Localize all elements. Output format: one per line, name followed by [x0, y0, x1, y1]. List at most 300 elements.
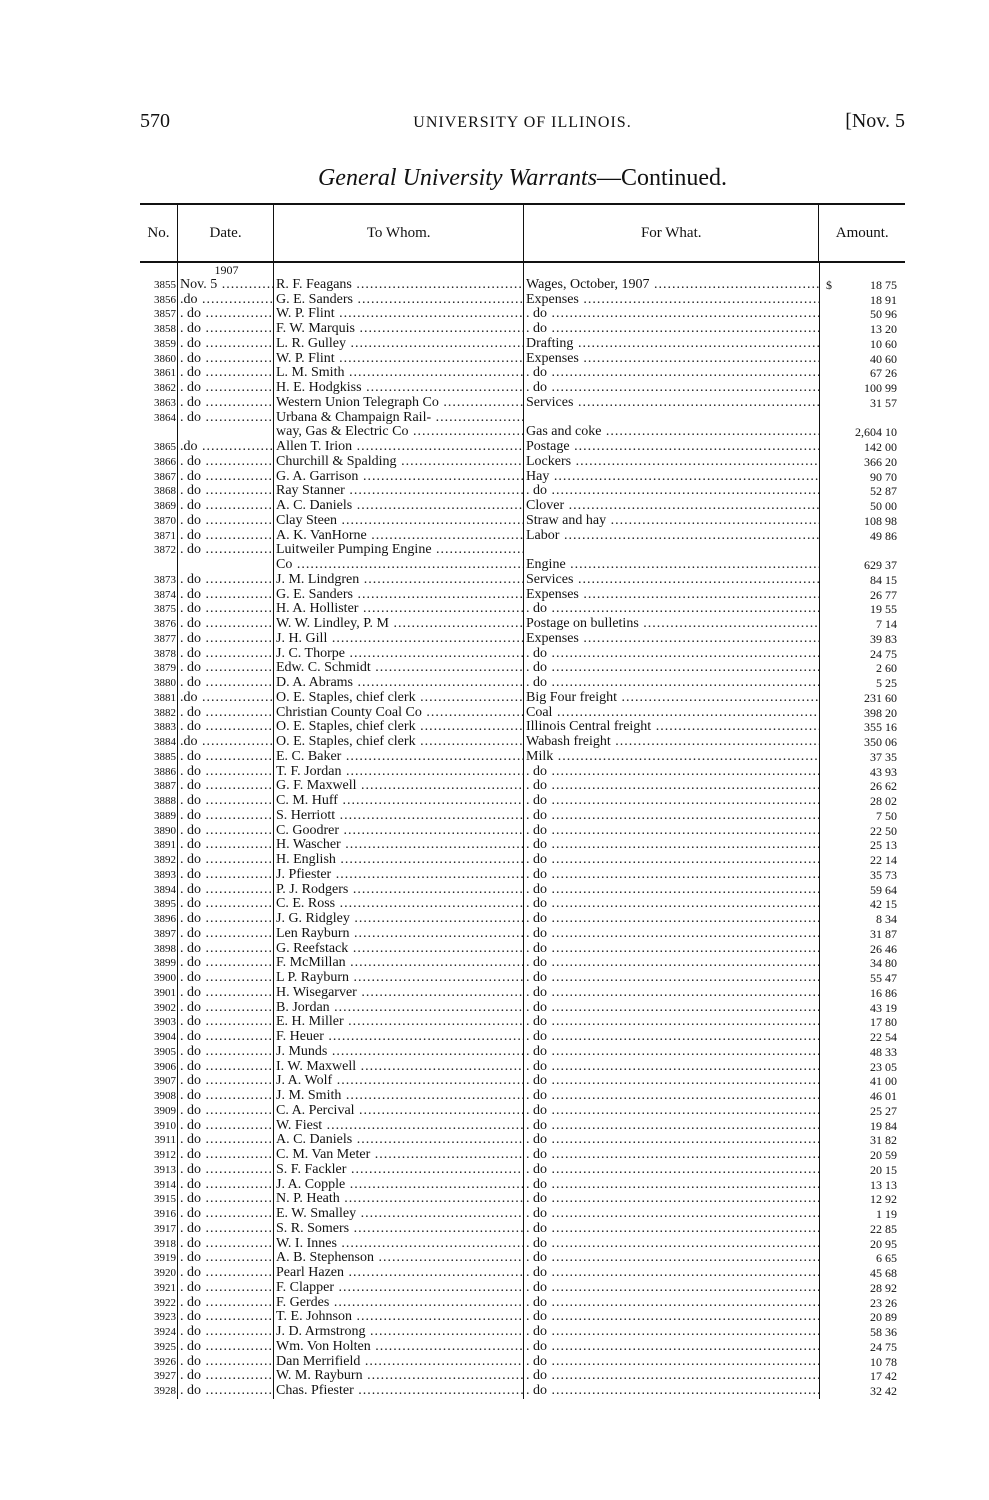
column-header-no: No.: [147, 224, 170, 241]
warrant-date-text: . do .....: [180, 765, 273, 779]
payee-text: C. Goodrer .....: [276, 824, 523, 838]
table-cell-payee: [273, 1207, 523, 1222]
table-cell-purpose: [523, 750, 819, 765]
warrant-number-text: 3890: [154, 824, 176, 837]
table-cell-amount: [819, 912, 905, 927]
payee-text: Urbana & Champaign Rail- .....: [276, 411, 523, 425]
payee-text: S. Herriott .....: [276, 809, 523, 823]
purpose-text: . do .....: [526, 1384, 819, 1398]
purpose-text: . do .....: [526, 1104, 819, 1118]
table-cell-purpose: [523, 1163, 819, 1178]
table-cell-payee: [273, 824, 523, 839]
warrant-number-text: 3907: [154, 1075, 176, 1088]
table-cell-warrant-date: [177, 735, 273, 750]
table-cell-warrant-number: [140, 440, 177, 455]
purpose-text: . do .....: [526, 1296, 819, 1310]
table-cell-warrant-number: [140, 337, 177, 352]
table-cell-purpose: [523, 381, 819, 396]
warrant-number-text: 3881: [154, 691, 176, 704]
warrant-number-text: 3871: [154, 529, 176, 542]
amount-text: 6 65: [876, 1251, 897, 1266]
table-cell-warrant-number: [140, 1222, 177, 1237]
table-cell-payee: [273, 484, 523, 499]
table-cell-payee: [273, 868, 523, 883]
table-cell-payee: [273, 912, 523, 927]
table-cell-warrant-date: [177, 1015, 273, 1030]
table-cell-warrant-number: [140, 853, 177, 868]
purpose-text: . do .....: [526, 1074, 819, 1088]
payee-text: L. R. Gulley .....: [276, 337, 523, 351]
section-title-suffix: —Continued.: [597, 165, 728, 191]
table-cell-purpose: [523, 986, 819, 1001]
purpose-text: . do .....: [526, 971, 819, 985]
table-cell-purpose: [523, 1266, 819, 1281]
payee-text: Chas. Pfiester .....: [276, 1384, 523, 1398]
amount-text: 32 42: [870, 1384, 897, 1398]
amount-text: 31 57: [870, 395, 897, 410]
purpose-text: . do .....: [526, 809, 819, 823]
table-cell-warrant-number: [140, 1001, 177, 1016]
payee-text: W. M. Rayburn .....: [276, 1369, 523, 1383]
table-cell-payee: [273, 1045, 523, 1060]
table-cell-purpose: [523, 1310, 819, 1325]
table-cell-warrant-date: [177, 986, 273, 1001]
table-cell-payee: [273, 706, 523, 721]
table-cell-amount: [819, 897, 905, 912]
table-cell-payee: [273, 1133, 523, 1148]
table-cell-purpose: [523, 1030, 819, 1045]
payee-text: W. Fiest .....: [276, 1119, 523, 1133]
table-cell-warrant-date: [177, 853, 273, 868]
table-cell-amount: [819, 293, 905, 308]
warrant-number-text: 3874: [154, 588, 176, 601]
table-cell-warrant-date: [177, 1133, 273, 1148]
table-cell-amount: [819, 1089, 905, 1104]
table-cell-warrant-date: [177, 396, 273, 411]
table-cell-warrant-number: [140, 322, 177, 337]
payee-text: O. E. Staples, chief clerk .....: [276, 735, 523, 749]
amount-text: 31 87: [870, 926, 897, 941]
table-cell-warrant-number: [140, 514, 177, 529]
payee-text: P. J. Rodgers .....: [276, 883, 523, 897]
table-cell-purpose: [523, 765, 819, 780]
warrant-number-text: 3921: [154, 1281, 176, 1294]
table-cell-amount: [819, 661, 905, 676]
table-cell-payee: [273, 1001, 523, 1016]
amount-text: 90 70: [870, 469, 897, 484]
purpose-text: . do .....: [526, 676, 819, 690]
purpose-text: . do .....: [526, 647, 819, 661]
amount-text: 17 80: [870, 1015, 897, 1030]
amount-text: 1 19: [876, 1207, 897, 1221]
purpose-text: . do .....: [526, 1207, 819, 1221]
table-cell-warrant-number: [140, 1325, 177, 1340]
table-cell-warrant-number: [140, 1296, 177, 1311]
table-cell-warrant-number: [140, 1281, 177, 1296]
amount-text: 16 86: [870, 985, 897, 1000]
table-cell-purpose: [523, 366, 819, 381]
table-cell-payee: [273, 661, 523, 676]
purpose-text: . do .....: [526, 602, 819, 616]
payee-text: O. E. Staples, chief clerk .....: [276, 720, 523, 734]
payee-text: Luitweiler Pumping Engine .....: [276, 543, 523, 557]
warrant-number-text: 3893: [154, 868, 176, 881]
table-cell-warrant-date: [177, 1207, 273, 1222]
warrant-number-text: 3922: [154, 1296, 176, 1309]
column-header-date: Date.: [177, 205, 274, 261]
payee-text: Co .....: [276, 558, 523, 572]
warrant-number-text: 3910: [154, 1119, 176, 1132]
table-cell-amount: [819, 1192, 905, 1207]
table-cell-purpose: [523, 484, 819, 499]
payee-text: H. English .....: [276, 853, 523, 867]
amount-text: 355 16: [864, 720, 897, 735]
amount-text: 13 13: [870, 1177, 897, 1192]
table-cell-purpose: [523, 1119, 819, 1134]
table-cell-purpose: [523, 735, 819, 750]
warrant-date-text: . do .....: [180, 1237, 273, 1251]
table-cell-payee: [273, 293, 523, 308]
payee-text: G. E. Sanders .....: [276, 588, 523, 602]
warrant-number-text: 3872: [154, 544, 176, 557]
table-cell-payee: [273, 278, 523, 293]
payee-text: D. A. Abrams .....: [276, 676, 523, 690]
table-cell-warrant-number: [140, 794, 177, 809]
table-cell-warrant-number: [140, 411, 177, 426]
payee-text: Pearl Hazen .....: [276, 1266, 523, 1280]
table-cell-warrant-number: [140, 765, 177, 780]
page-number: 570: [140, 110, 170, 132]
warrant-number-text: 3889: [154, 809, 176, 822]
warrant-date-text: . do .....: [180, 720, 273, 734]
payee-text: F. Heuer .....: [276, 1030, 523, 1044]
purpose-text: . do .....: [526, 1325, 819, 1339]
purpose-text: . do .....: [526, 897, 819, 911]
amount-text: 45 68: [870, 1266, 897, 1280]
warrant-date-text: . do .....: [180, 971, 273, 985]
table-cell-warrant-number: [140, 809, 177, 824]
warrant-number-text: 3899: [154, 957, 176, 970]
table-cell-amount: [819, 1369, 905, 1384]
payee-text: Len Rayburn .....: [276, 927, 523, 941]
table-cell-purpose: [523, 293, 819, 308]
table-cell-warrant-date: [177, 1045, 273, 1060]
warrant-number-text: 3901: [154, 986, 176, 999]
warrant-number-text: 3903: [154, 1016, 176, 1029]
purpose-text: . do .....: [526, 927, 819, 941]
table-cell-amount: [819, 366, 905, 381]
table-cell-amount: [819, 558, 905, 573]
warrant-date-text: . do .....: [180, 484, 273, 498]
purpose-text: . do .....: [526, 1148, 819, 1162]
warrant-date-text: . do .....: [180, 1015, 273, 1029]
warrant-number-text: 3900: [154, 972, 176, 984]
table-cell-warrant-number: [140, 1237, 177, 1252]
table-cell-warrant-number: [140, 897, 177, 912]
warrant-number-text: 3862: [154, 382, 176, 394]
table-cell-purpose: [523, 897, 819, 912]
amount-text: 23 05: [870, 1059, 897, 1074]
warrant-number-text: 3856: [154, 293, 176, 306]
table-cell-amount: [819, 1207, 905, 1222]
payee-text: J. A. Wolf .....: [276, 1074, 523, 1088]
table-cell-warrant-number: [140, 455, 177, 470]
warrant-date-text: . do .....: [180, 1222, 273, 1236]
amount-text: 24 75: [870, 1339, 897, 1354]
purpose-text: Clover .....: [526, 499, 819, 513]
table-cell-warrant-date: [177, 1178, 273, 1193]
table-cell-warrant-date: [177, 750, 273, 765]
purpose-text: . do .....: [526, 1266, 819, 1280]
spacer-cell: [819, 263, 905, 278]
table-cell-payee: [273, 765, 523, 780]
table-cell-purpose: [523, 425, 819, 440]
warrant-date-text: . do .....: [180, 1060, 273, 1074]
table-cell-amount: [819, 868, 905, 883]
table-body: [140, 263, 905, 1399]
warrant-date-text: . do .....: [180, 543, 273, 557]
amount-text: 67 26: [870, 366, 897, 381]
table-cell-warrant-date: [177, 1148, 273, 1163]
payee-text: H. A. Hollister .....: [276, 602, 523, 616]
table-cell-warrant-number: [140, 779, 177, 794]
payee-text: C. E. Ross .....: [276, 897, 523, 911]
payee-text: H. E. Hodgkiss .....: [276, 381, 523, 395]
table-cell-purpose: [523, 617, 819, 632]
warrant-date-text: . do .....: [180, 897, 273, 911]
purpose-text: Expenses .....: [526, 632, 819, 646]
table-cell-payee: [273, 1089, 523, 1104]
table-cell-amount: [819, 1030, 905, 1045]
table-cell-warrant-number: [140, 912, 177, 927]
payee-text: A. B. Stephenson .....: [276, 1251, 523, 1265]
table-cell-warrant-number: [140, 602, 177, 617]
table-cell-amount: [819, 1045, 905, 1060]
warrant-date-text: . do .....: [180, 1074, 273, 1088]
warrant-date-text: . do .....: [180, 1133, 273, 1147]
warrant-date-text: . do .....: [180, 912, 273, 926]
warrant-number-text: 3909: [154, 1104, 176, 1117]
table-cell-payee: [273, 1163, 523, 1178]
table-cell-warrant-date: [177, 588, 273, 603]
table-cell-purpose: [523, 720, 819, 735]
table-cell-warrant-number: [140, 484, 177, 499]
table-cell-purpose: [523, 853, 819, 868]
purpose-text: . do .....: [526, 765, 819, 779]
amount-text: 84 15: [870, 572, 897, 587]
table-cell-warrant-date: [177, 1355, 273, 1370]
warrant-number-text: 3860: [154, 352, 176, 365]
payee-text: J. M. Lindgren .....: [276, 573, 523, 587]
warrant-number-text: 3911: [154, 1134, 176, 1147]
table-cell-payee: [273, 927, 523, 942]
table-cell-payee: [273, 956, 523, 971]
table-cell-warrant-number: [140, 366, 177, 381]
purpose-text: . do .....: [526, 1178, 819, 1192]
payee-text: Ray Stanner .....: [276, 484, 523, 498]
payee-text: G. F. Maxwell .....: [276, 779, 523, 793]
table-cell-warrant-number: [140, 632, 177, 647]
table-cell-warrant-date: [177, 809, 273, 824]
warrant-number-text: 3865: [154, 441, 176, 453]
table-cell-amount: [819, 1222, 905, 1237]
table-cell-warrant-date: [177, 647, 273, 662]
table-cell-warrant-number: [140, 1119, 177, 1134]
table-cell-amount: [819, 484, 905, 499]
payee-text: W. P. Flint .....: [276, 352, 523, 366]
amount-text: 2 60: [876, 661, 897, 676]
table-cell-payee: [273, 1340, 523, 1355]
table-cell-warrant-date: [177, 779, 273, 794]
payee-text: Christian County Coal Co .....: [276, 706, 523, 720]
table-cell-warrant-date: [177, 366, 273, 381]
table-cell-warrant-date: [177, 470, 273, 485]
table-cell-amount: [819, 750, 905, 765]
warrant-date-text: . do .....: [180, 868, 273, 882]
warrant-date-text: . do .....: [180, 352, 273, 366]
table-cell-amount: [819, 1384, 905, 1399]
table-cell-warrant-date: [177, 883, 273, 898]
amount-text: 55 47: [870, 971, 897, 985]
purpose-text: Hay .....: [526, 470, 819, 484]
purpose-text: . do .....: [526, 484, 819, 498]
table-cell-purpose: [523, 1133, 819, 1148]
purpose-text: Services .....: [526, 396, 819, 410]
warrant-number-text: 3884: [154, 736, 176, 748]
warrant-date-text: . do .....: [180, 1045, 273, 1059]
warrant-date-text: . do .....: [180, 366, 273, 380]
payee-text: T. F. Jordan .....: [276, 765, 523, 779]
purpose-text: Engine .....: [526, 558, 819, 572]
amount-text: 48 33: [870, 1044, 897, 1059]
table-cell-warrant-number: [140, 1030, 177, 1045]
payee-text: I. W. Maxwell .....: [276, 1060, 523, 1074]
table-cell-amount: [819, 1163, 905, 1178]
warrant-number-text: 3861: [154, 367, 176, 380]
table-cell-purpose: [523, 1222, 819, 1237]
amount-text: 35 73: [870, 867, 897, 882]
warrant-date-text: . do .....: [180, 647, 273, 661]
amount-text: 39 83: [870, 631, 897, 646]
table-cell-purpose: [523, 440, 819, 455]
table-cell-purpose: [523, 455, 819, 470]
table-cell-payee: [273, 573, 523, 588]
warrant-date-text: . do .....: [180, 381, 273, 395]
table-cell-purpose: [523, 676, 819, 691]
purpose-text: . do .....: [526, 868, 819, 882]
purpose-text: . do .....: [526, 1237, 819, 1251]
table-cell-warrant-date: [177, 411, 273, 426]
table-cell-warrant-number: [140, 558, 177, 573]
warrant-number-text: 3858: [154, 323, 176, 335]
table-cell-amount: [819, 470, 905, 485]
warrant-date-text: . do .....: [180, 1281, 273, 1295]
warrant-number-text: 3894: [154, 883, 176, 896]
column-header-whom: To Whom.: [273, 205, 523, 261]
purpose-text: . do .....: [526, 1015, 819, 1029]
warrant-number-text: 3866: [154, 455, 176, 468]
warrant-number-text: 3883: [154, 721, 176, 734]
table-cell-warrant-date: [177, 1163, 273, 1178]
table-cell-payee: [273, 632, 523, 647]
table-cell-amount: [819, 1296, 905, 1311]
purpose-text: Expenses .....: [526, 293, 819, 307]
warrant-date-text: . do .....: [180, 499, 273, 513]
table-cell-warrant-date: [177, 322, 273, 337]
amount-text: 26 77: [870, 587, 897, 602]
purpose-text: . do .....: [526, 794, 819, 808]
purpose-text: . do .....: [526, 853, 819, 867]
warrant-date-text: . do .....: [180, 1325, 273, 1339]
warrant-date-text: . do .....: [180, 470, 273, 484]
warrant-number-text: 3906: [154, 1060, 176, 1073]
table-cell-warrant-date: [177, 381, 273, 396]
table-cell-warrant-number: [140, 838, 177, 853]
table-cell-payee: [273, 366, 523, 381]
table-cell-amount: [819, 1015, 905, 1030]
table-cell-purpose: [523, 647, 819, 662]
warrant-date-text: .do .....: [180, 691, 273, 705]
warrant-number-text: 3895: [154, 898, 176, 911]
table-cell-amount: [819, 543, 905, 558]
warrant-number-text: 3914: [154, 1178, 176, 1191]
purpose-text: . do .....: [526, 1369, 819, 1383]
table-cell-warrant-date: [177, 956, 273, 971]
purpose-text: . do .....: [526, 1119, 819, 1133]
table-cell-payee: [273, 381, 523, 396]
table-cell-purpose: [523, 1296, 819, 1311]
warrant-number-text: 3886: [154, 765, 176, 778]
payee-text: H. Wascher .....: [276, 838, 523, 852]
table-cell-warrant-number: [140, 691, 177, 706]
table-cell-payee: [273, 647, 523, 662]
table-cell-warrant-number: [140, 883, 177, 898]
table-cell-payee: [273, 838, 523, 853]
table-cell-payee: [273, 558, 523, 573]
table-cell-amount: [819, 381, 905, 396]
table-cell-warrant-number: [140, 470, 177, 485]
table-cell-amount: [819, 706, 905, 721]
table-cell-warrant-number: [140, 1340, 177, 1355]
amount-text: 34 80: [870, 956, 897, 971]
table-cell-payee: [273, 1325, 523, 1340]
table-cell-warrant-date: [177, 897, 273, 912]
warrant-number-text: 3925: [154, 1340, 176, 1353]
amount-text: 42 15: [870, 897, 897, 912]
table-cell-purpose: [523, 1355, 819, 1370]
table-cell-warrant-number: [140, 1104, 177, 1119]
table-cell-warrant-number: [140, 956, 177, 971]
purpose-text: . do .....: [526, 1281, 819, 1295]
table-cell-amount: [819, 617, 905, 632]
amount-text: 18 75: [870, 277, 897, 292]
amount-text: 10 78: [870, 1354, 897, 1369]
warrant-date-text: . do .....: [180, 632, 273, 646]
table-cell-amount: [819, 322, 905, 337]
table-cell-payee: [273, 1060, 523, 1075]
table-cell-payee: [273, 411, 523, 426]
amount-text: 19 55: [870, 602, 897, 617]
amount-text: 22 50: [870, 823, 897, 838]
table-cell-purpose: [523, 809, 819, 824]
table-cell-warrant-date: [177, 824, 273, 839]
table-cell-purpose: [523, 706, 819, 721]
warrant-date-text: .do .....: [180, 293, 273, 307]
section-title-main: General University Warrants: [317, 165, 598, 191]
table-cell-payee: [273, 809, 523, 824]
amount-text: 40 60: [870, 351, 897, 366]
payee-text: way, Gas & Electric Co .....: [276, 425, 523, 439]
